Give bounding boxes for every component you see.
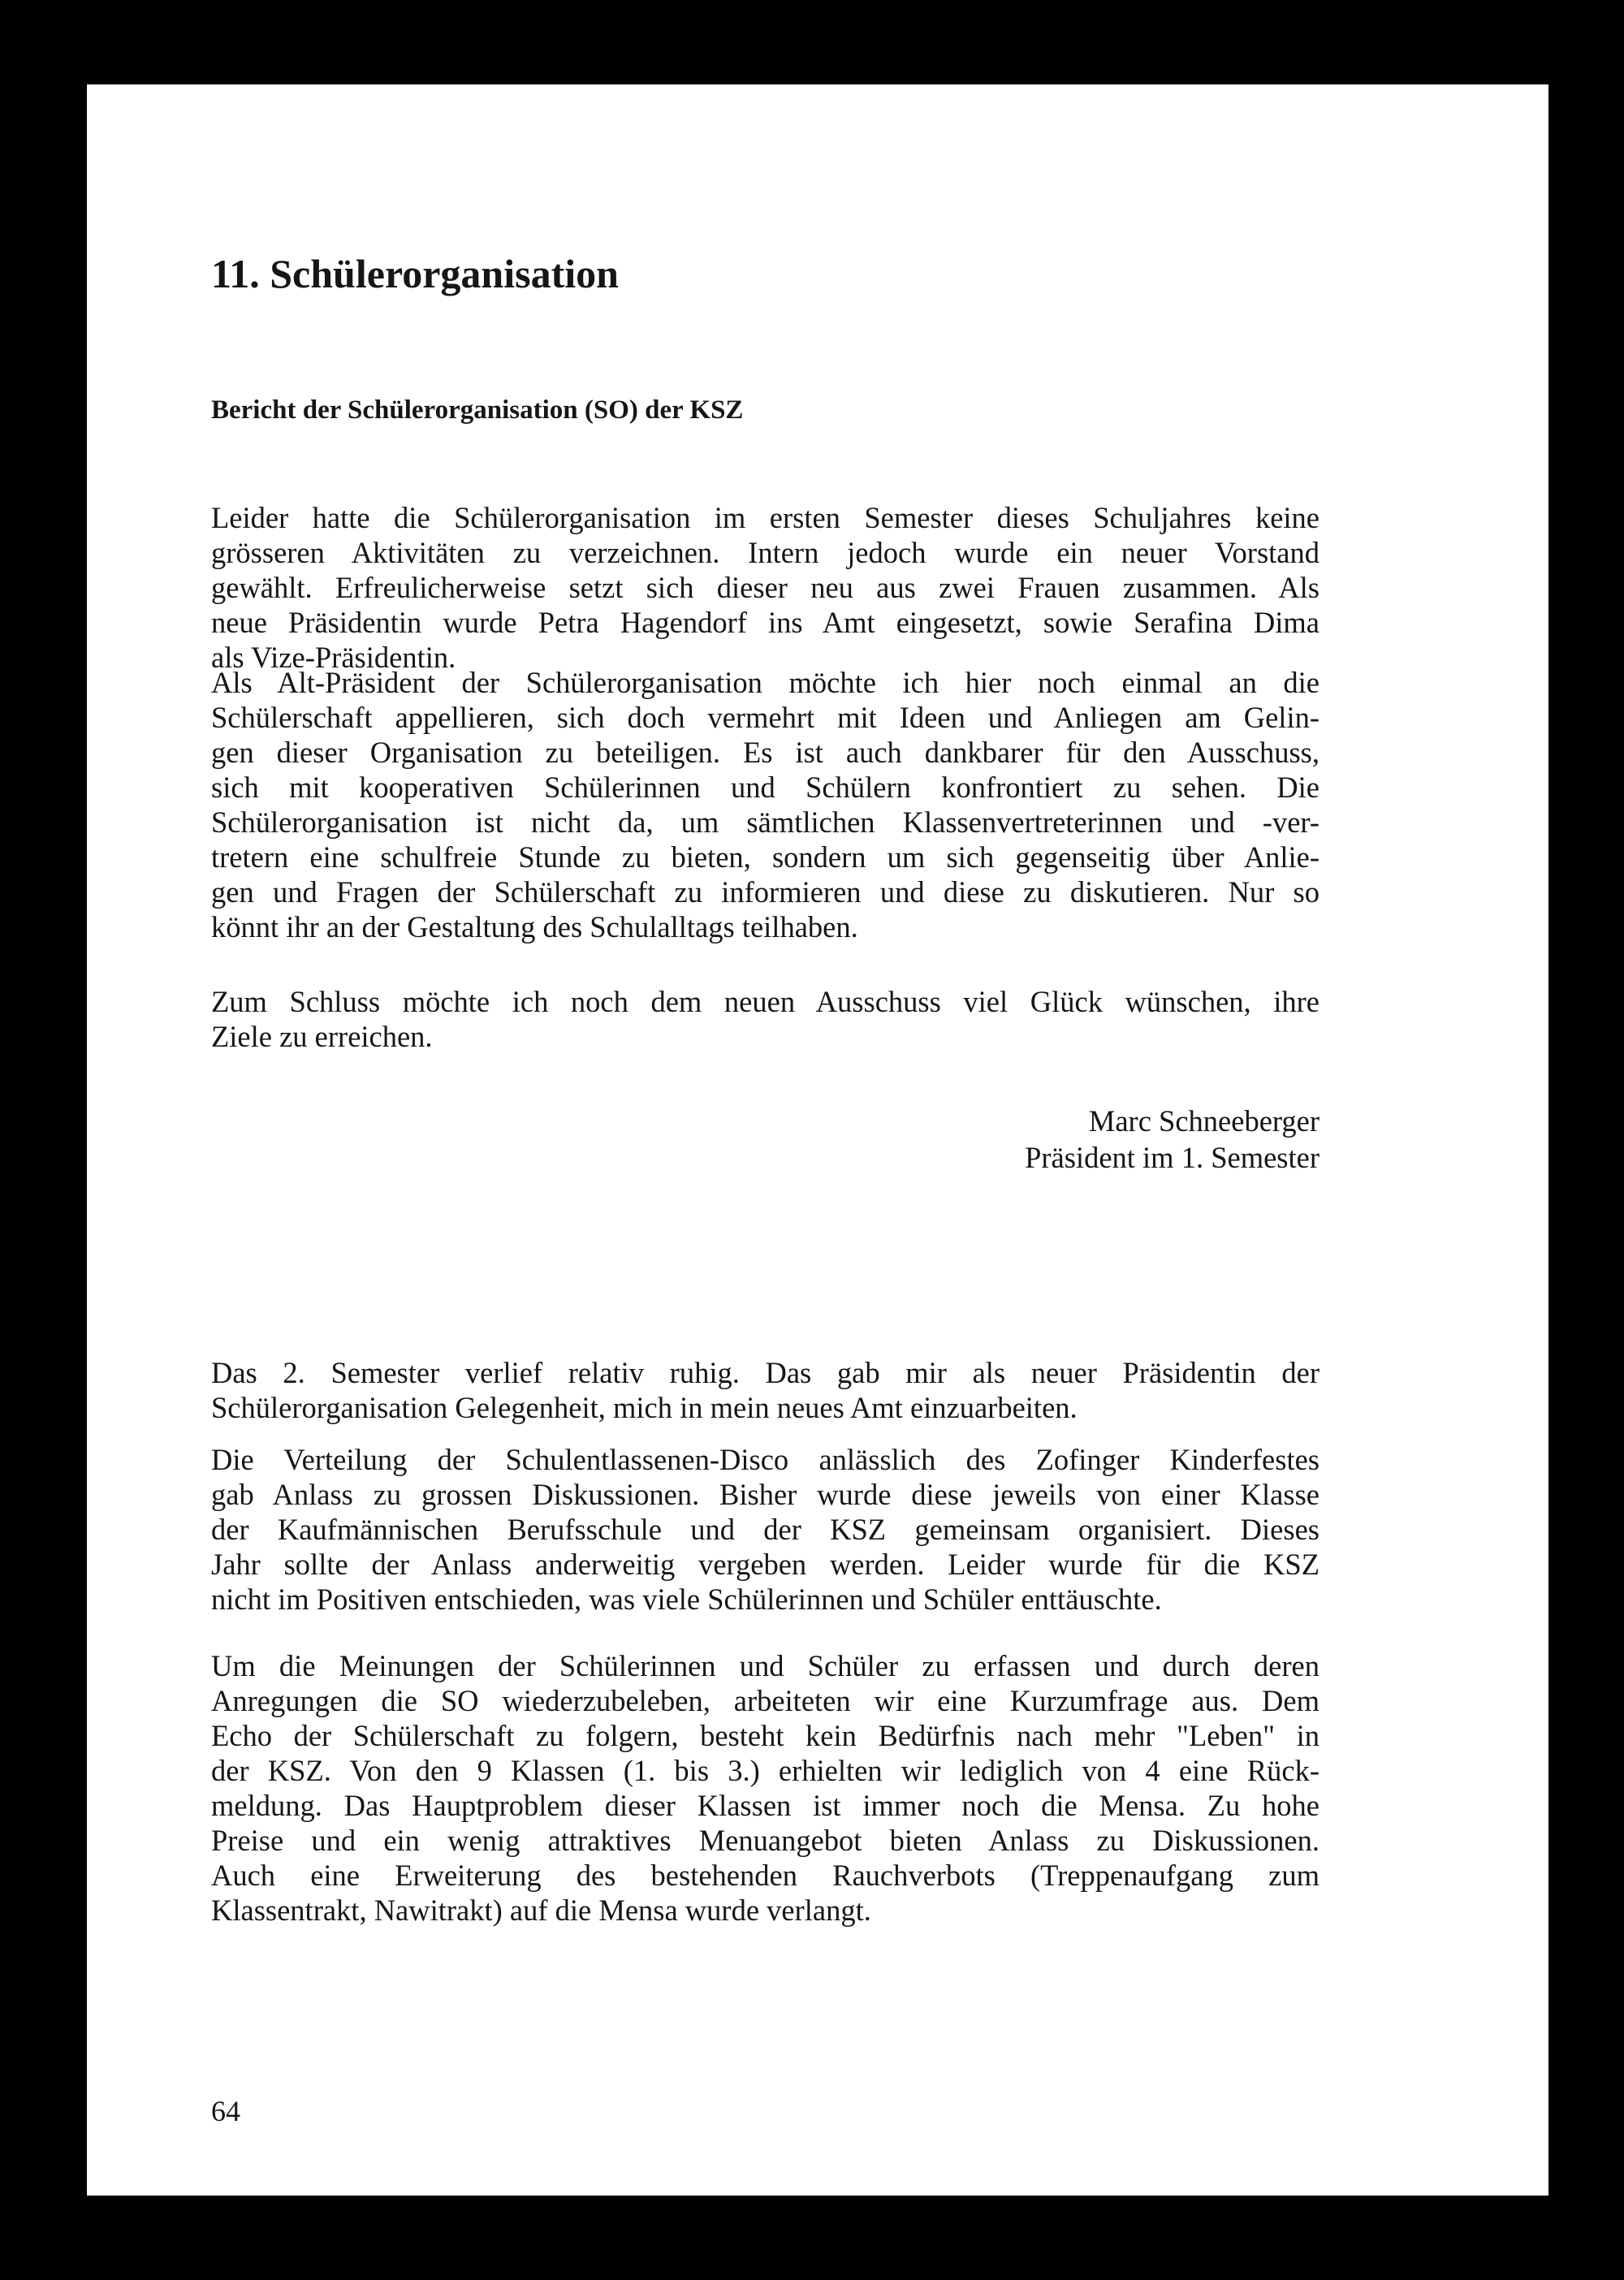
signature-block xyxy=(211,1103,1320,1176)
text-line: gab Anlass zu grossen Diskussionen. Bisher wurde diese jeweils von einer Klasse xyxy=(211,1478,1320,1511)
page-number: 64 xyxy=(211,2095,240,2127)
text-line: nicht im Positiven entschieden, was viele Schülerinnen und Schüler enttäuschte. xyxy=(211,1583,1162,1616)
paragraph xyxy=(211,984,1320,1054)
text-line: Auch eine Erweiterung des bestehenden Rauchverbots (Treppenaufgang zum xyxy=(211,1859,1320,1892)
text-line: Klassentrakt, Nawitrakt) auf die Mensa wurde verlangt. xyxy=(211,1894,871,1927)
text-line: der KSZ. Von den 9 Klassen (1. bis 3.) erhielten wir lediglich von 4 eine Rück- xyxy=(211,1754,1320,1787)
text-line: Schülerorganisation Gelegenheit, mich in mein neues Amt einzuarbeiten. xyxy=(211,1391,1078,1424)
text-line: Die Verteilung der Schulentlassenen-Disco anlässlich des Zofinger Kinderfestes xyxy=(211,1443,1320,1476)
report-heading: Bericht der Schülerorganisation (SO) der KSZ xyxy=(211,395,744,425)
text-line: Schülerschaft appellieren, sich doch vermehrt mit Ideen und Anliegen am Gelin- xyxy=(211,701,1320,734)
paragraph xyxy=(211,1355,1320,1425)
text-line: Als Alt-Präsident der Schülerorganisation möchte ich hier noch einmal an die xyxy=(211,666,1320,699)
text-line: Das 2. Semester verlief relativ ruhig. Das gab mir als neuer Präsidentin der xyxy=(211,1356,1320,1389)
paragraph xyxy=(211,1442,1320,1617)
signature-name: Marc Schneeberger xyxy=(1088,1104,1320,1138)
text-line: Um die Meinungen der Schülerinnen und Schüler zu erfassen und durch deren xyxy=(211,1649,1320,1682)
text-line: Schülerorganisation ist nicht da, um sämtlichen Klassenvertreterinnen und -ver- xyxy=(211,805,1320,839)
section-title: 11. Schülerorganisation xyxy=(211,251,619,296)
text-line: Ziele zu erreichen. xyxy=(211,1020,433,1053)
text-line: Echo der Schülerschaft zu folgern, besteht kein Bedürfnis nach mehr "Leben" in xyxy=(211,1719,1320,1752)
text-line: Jahr sollte der Anlass anderweitig vergeben werden. Leider wurde für die KSZ xyxy=(211,1548,1320,1581)
text-line: der Kaufmännischen Berufsschule und der KSZ gemeinsam organisiert. Dieses xyxy=(211,1513,1320,1546)
paragraph xyxy=(211,665,1320,944)
text-line: gen dieser Organisation zu beteiligen. Es ist auch dankbarer für den Ausschuss, xyxy=(211,736,1320,769)
text-line: Anregungen die SO wiederzubeleben, arbeiteten wir eine Kurzumfrage aus. Dem xyxy=(211,1684,1320,1717)
text-line: neue Präsidentin wurde Petra Hagendorf ins Amt eingesetzt, sowie Serafina Dima xyxy=(211,606,1320,639)
document-page xyxy=(87,84,1548,2196)
signature-role: Präsident im 1. Semester xyxy=(1025,1141,1320,1174)
text-line: gewählt. Erfreulicherweise setzt sich dieser neu aus zwei Frauen zusammen. Als xyxy=(211,571,1320,604)
text-line: Zum Schluss möchte ich noch dem neuen Ausschuss viel Glück wünschen, ihre xyxy=(211,985,1320,1018)
paragraph xyxy=(211,1648,1320,1928)
text-line: gen und Fragen der Schülerschaft zu informieren und diese zu diskutieren. Nur so xyxy=(211,875,1320,909)
text-line: sich mit kooperativen Schülerinnen und Schülern konfrontiert zu sehen. Die xyxy=(211,771,1320,804)
text-line: grösseren Aktivitäten zu verzeichnen. Intern jedoch wurde ein neuer Vorstand xyxy=(211,536,1320,569)
text-line: Preise und ein wenig attraktives Menuangebot bieten Anlass zu Diskussionen. xyxy=(211,1824,1320,1857)
text-line: meldung. Das Hauptproblem dieser Klassen ist immer noch die Mensa. Zu hohe xyxy=(211,1789,1320,1822)
paragraph xyxy=(211,500,1320,675)
text-line: Leider hatte die Schülerorganisation im ersten Semester dieses Schuljahres keine xyxy=(211,501,1320,534)
text-line: könnt ihr an der Gestaltung des Schulalltags teilhaben. xyxy=(211,910,858,944)
text-line: tretern eine schulfreie Stunde zu bieten, sondern um sich gegenseitig über Anlie- xyxy=(211,840,1320,874)
text-line: als Vize-Präsidentin. xyxy=(211,641,456,674)
